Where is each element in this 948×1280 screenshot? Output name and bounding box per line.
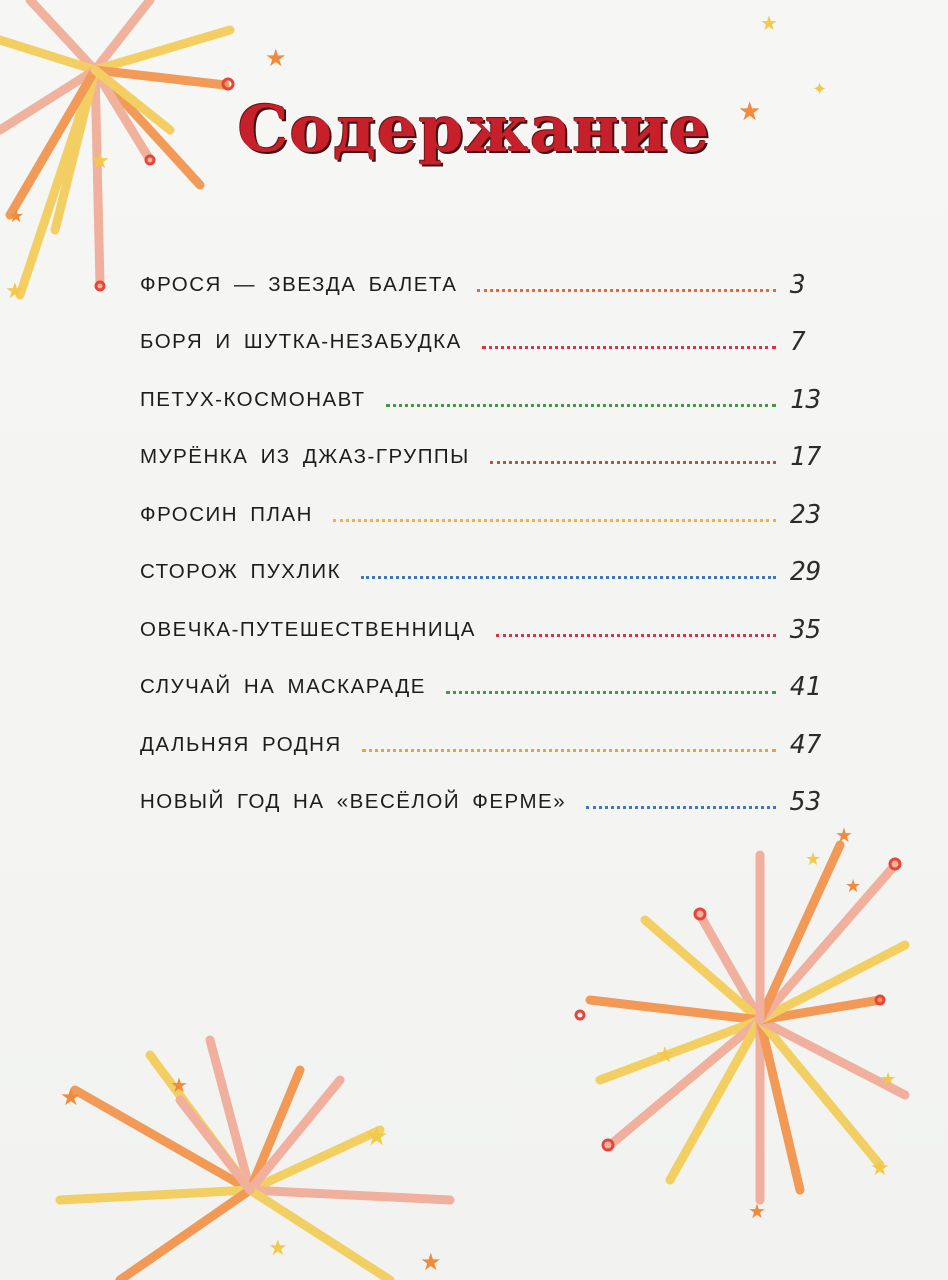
toc-entry-title: ПЕТУХ-КОСМОНАВТ — [140, 387, 366, 411]
svg-text:★: ★ — [265, 44, 287, 72]
svg-text:★: ★ — [655, 1043, 675, 1068]
toc-entry-page-number: 7 — [790, 327, 806, 357]
page-title: Содержание — [237, 92, 711, 167]
dotted-leader — [482, 346, 776, 349]
dotted-leader — [586, 806, 776, 809]
dotted-leader — [490, 461, 776, 464]
svg-text:★: ★ — [880, 1069, 897, 1090]
toc-entry-title: МУРЁНКА ИЗ ДЖАЗ-ГРУППЫ — [140, 445, 470, 468]
toc-entry-page-number: 23 — [790, 499, 822, 530]
toc-entry-title: ФРОСЯ — ЗВЕЗДА БАЛЕТА — [140, 272, 458, 296]
toc-entry-page-number: 41 — [790, 672, 822, 702]
toc-entry-title: СТОРОЖ ПУХЛИК — [140, 560, 342, 583]
svg-text:★: ★ — [365, 1122, 389, 1152]
dotted-leader — [496, 634, 776, 637]
svg-text:★: ★ — [760, 11, 778, 35]
toc-entry[interactable] — [140, 301, 840, 359]
toc-entry-title: СЛУЧАЙ НА МАСКАРАДЕ — [140, 675, 426, 698]
dotted-leader — [333, 519, 776, 522]
toc-entry-page-number: 47 — [790, 729, 822, 760]
svg-text:★: ★ — [5, 279, 25, 304]
table-of-contents — [140, 243, 840, 818]
svg-text:★: ★ — [870, 1156, 890, 1181]
dotted-leader — [446, 691, 776, 694]
svg-text:★: ★ — [420, 1248, 442, 1276]
toc-entry-title: ДАЛЬНЯЯ РОДНЯ — [140, 732, 342, 756]
svg-text:★: ★ — [268, 1236, 288, 1261]
toc-entry[interactable] — [140, 473, 840, 531]
toc-entry[interactable] — [140, 646, 840, 704]
svg-text:★: ★ — [738, 97, 762, 127]
dotted-leader — [386, 404, 776, 407]
svg-text:★: ★ — [835, 823, 853, 847]
svg-text:★: ★ — [8, 206, 25, 227]
toc-entry[interactable] — [140, 588, 840, 646]
toc-entry-page-number: 3 — [790, 269, 806, 300]
svg-text:★: ★ — [805, 849, 822, 870]
toc-entry[interactable] — [140, 703, 840, 761]
dotted-leader — [361, 576, 776, 579]
dotted-leader — [477, 289, 776, 292]
toc-entry[interactable] — [140, 531, 840, 589]
toc-entry-page-number: 35 — [790, 614, 822, 645]
svg-text:★: ★ — [845, 876, 862, 897]
toc-entry-page-number: 13 — [790, 384, 822, 415]
svg-text:★: ★ — [60, 1083, 82, 1111]
toc-entry-page-number: 53 — [790, 787, 822, 817]
dotted-leader — [362, 749, 776, 752]
toc-entry-page-number: 29 — [790, 557, 822, 587]
firework-bottom-left-icon — [60, 1040, 450, 1280]
toc-entry-title: ОВЕЧКА-ПУТЕШЕСТВЕННИЦА — [140, 617, 476, 641]
toc-entry-title: БОРЯ И ШУТКА-НЕЗАБУДКА — [140, 330, 462, 353]
toc-entry[interactable] — [140, 761, 840, 819]
toc-entry[interactable] — [140, 358, 840, 416]
svg-text:★: ★ — [90, 149, 110, 174]
toc-entry-title: ФРОСИН ПЛАН — [140, 502, 313, 526]
svg-text:✦: ✦ — [812, 79, 828, 100]
toc-entry-title: НОВЫЙ ГОД НА «ВЕСЁЛОЙ ФЕРМЕ» — [140, 790, 567, 813]
firework-bottom-right-icon — [590, 845, 905, 1200]
toc-entry-page-number: 17 — [790, 442, 822, 472]
svg-text:★: ★ — [748, 1199, 766, 1223]
toc-entry[interactable] — [140, 243, 840, 301]
svg-text:★: ★ — [170, 1073, 188, 1097]
toc-entry[interactable] — [140, 416, 840, 474]
